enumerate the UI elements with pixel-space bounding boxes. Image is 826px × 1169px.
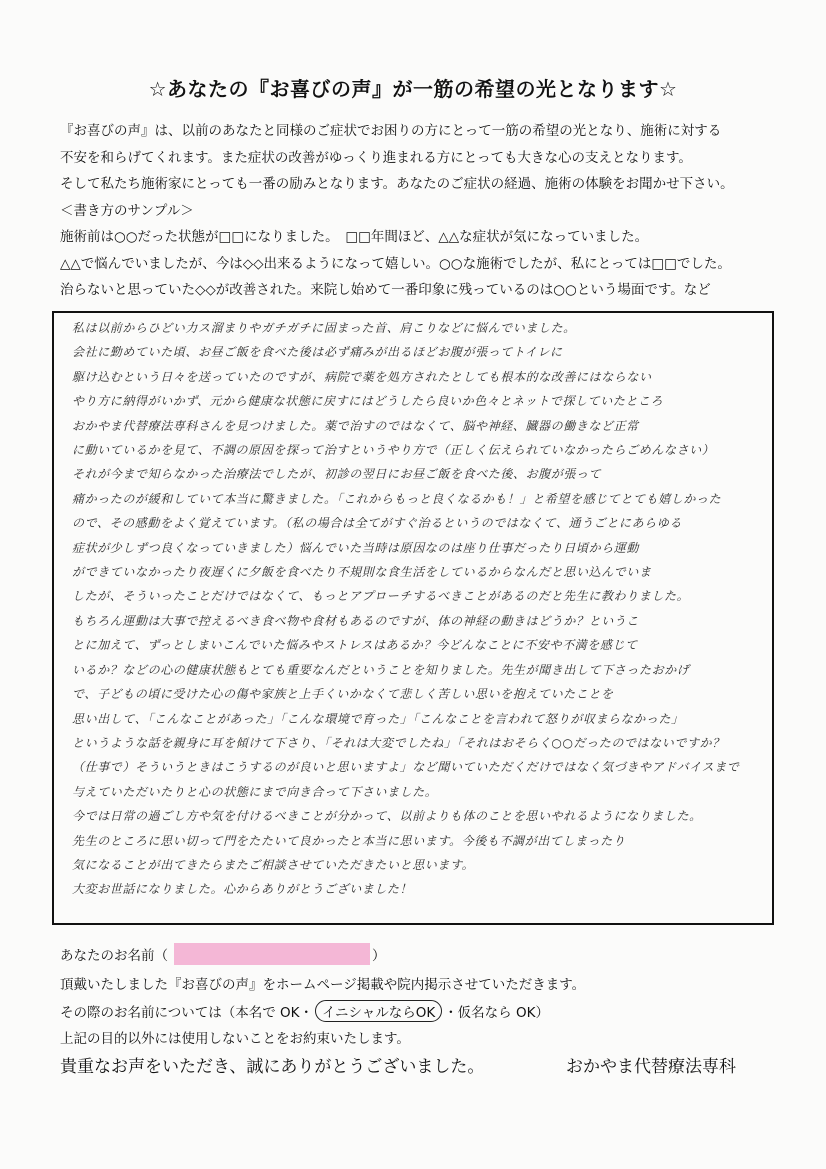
testimonial-line: やり方に納得がいかず、元から健康な状態に戻すにはどうしたら良いか色々とネットで探していたところ	[72, 394, 664, 409]
name-paren-open: （	[154, 948, 168, 964]
intro-line: 『お喜びの声』は、以前のあなたと同様のご症状でお困りの方にとって一筋の希望の光となり、施術に対する	[60, 123, 722, 139]
intro-line: 不安を和らげてくれます。また症状の改善がゆっくり進まれる方にとっても大きな心の支えとなります。	[60, 149, 692, 166]
testimonial-line: ので、その感動をよく覚えています。（私の場合は全てがすぐ治るというのではなくて、通うごとにあらゆる	[72, 516, 682, 531]
testimonial-line: それが今まで知らなかった治療法でしたが、初診の翌日にお昼ご飯を食べた後、お腹が張って	[72, 467, 602, 482]
testimonial-line: 大変お世話になりました。心からありがとうございました！	[72, 882, 413, 897]
testimonial-line: 思い出して、「こんなことがあった」「こんな環境で育った」「こんなことを言われて怒りが収まらなかった」	[72, 711, 684, 726]
intro-line: そして私たち施術家にとっても一番の励みとなります。あなたのご症状の経過、施術の体験をお聞かせ下さい。	[60, 176, 734, 192]
testimonial-line: したが、そういったことだけではなくて、もっとアプローチするべきことがあるのだと先生に教わりました。	[72, 589, 690, 604]
testimonial-line: 私は以前からひどい力ス溜まりやガチガチに固まった首、肩こりなどに悩んでいました。	[72, 321, 576, 335]
testimonial-line: 与えていただいたりと心の状態にまで向き合って下さいました。	[72, 784, 438, 799]
page-title: ☆あなたの『お喜びの声』が一筋の希望の光となります☆	[148, 77, 678, 101]
sample-heading: ＜書き方のサンプル＞	[60, 202, 194, 219]
testimonial-line: とに加えて、ずっとしまいこんでいた悩みやストレスはあるか？今どんなことに不安や不満を感じて	[72, 638, 638, 653]
clinic-name: おかやま代替療法専科	[566, 1057, 736, 1077]
testimonial-line: 先生のところに思い切って門をたたいて良かったと本当に思います。今後も不調が出てしまったり	[72, 833, 626, 848]
testimonial-line: というような話を親身に耳を傾けて下さり、「それは大変でしたね」「それはおそらく○○だったのではないですか？	[72, 735, 725, 750]
testimonial-line: に動いているかを見て、不調の原因を探って治すというやり方で（正しく伝えられていなかったらごめんなさい）	[72, 443, 715, 458]
name-paren-close: ）	[372, 948, 386, 964]
testimonial-line: 気になることが出てきたらまたご相談させていただきたいと思います。	[72, 857, 475, 872]
sample-line: △△で悩んでいましたが、今は◇◇出来るようになって嬉しい。○○な施術でしたが、私にとっては□□でした。	[60, 255, 731, 272]
testimonial-line: 駆け込むという日々を送っていたのですが、病院で薬を処方されたとしても根本的な改善にはならない	[72, 369, 652, 384]
testimonial-line: おかやま代替療法専科さんを見つけました。薬で治すのではなくて、脳や神経、臓器の働きなど正常	[72, 418, 639, 433]
name-policy	[60, 1000, 549, 1022]
sample-line: 施術前は○○だった状態が□□になりました。 □□年間ほど、△△な症状が気になっていました。	[60, 229, 649, 245]
sample-line: 治らないと思っていた◇◇が改善された。来院し始めて一番印象に残っているのは○○という場面です。など	[60, 282, 711, 298]
testimonial-line: （仕事で）そういうときはこうするのが良いと思いますよ」など聞いていただくだけではなく気づきやアドバイスまで	[72, 760, 740, 775]
intro-text	[60, 118, 780, 304]
testimonial-line: いるか？などの心の健康状態もとても重要なんだということを知りました。先生が聞き出して下さったおかげ	[72, 662, 690, 677]
testimonial-line: 会社に勤めていた頃、お昼ご飯を食べた後は必ず痛みが出るほどお腹が張ってトイレに	[72, 345, 563, 360]
promise-text: 上記の目的以外には使用しないことをお約束いたします。	[60, 1031, 410, 1047]
circled-option: イニシャルならOK	[315, 1000, 442, 1022]
handwritten-testimonial	[72, 316, 772, 902]
testimonial-line: 症状が少しずつ良くなっていきました）悩んでいた当時は原因なのは座り仕事だったり日頃から運動	[72, 540, 640, 555]
testimonial-line: もちろん運動は大事で控えるべき食べ物や食材もあるのですが、体の神経の動きはどうか？というこ	[72, 613, 640, 628]
thanks-text: 貴重なお声をいただき、誠にありがとうございました。	[60, 1057, 485, 1077]
name-field-redacted	[174, 943, 370, 965]
name-label: あなたのお名前	[60, 948, 155, 964]
consent-text: 頂戴いたしました『お喜びの声』をホームページ掲載や院内掲示させていただきます。	[60, 977, 586, 993]
name-row	[60, 943, 386, 965]
testimonial-line: ができていなかったり夜遅くに夕飯を食べたり不規則な食生活をしているからなんだと思い込んでいま	[72, 565, 652, 580]
name-policy-prefix: その際のお名前については（本名で OK・	[60, 1005, 313, 1021]
testimonial-line: 痛かったのが緩和していて本当に驚きました。「これからもっと良くなるかも！」と希望を感じてとても嬉しかった	[72, 491, 722, 506]
testimonial-line: 今では日常の過ごし方や気を付けるべきことが分かって、以前よりも体のことを思いやれるようになりました。	[72, 809, 702, 824]
testimonial-line: で、子どもの頃に受けた心の傷や家族と上手くいかなくて悲しく苦しい思いを抱えていたことを	[72, 687, 614, 702]
name-policy-suffix: ・仮名なら OK）	[444, 1005, 549, 1021]
